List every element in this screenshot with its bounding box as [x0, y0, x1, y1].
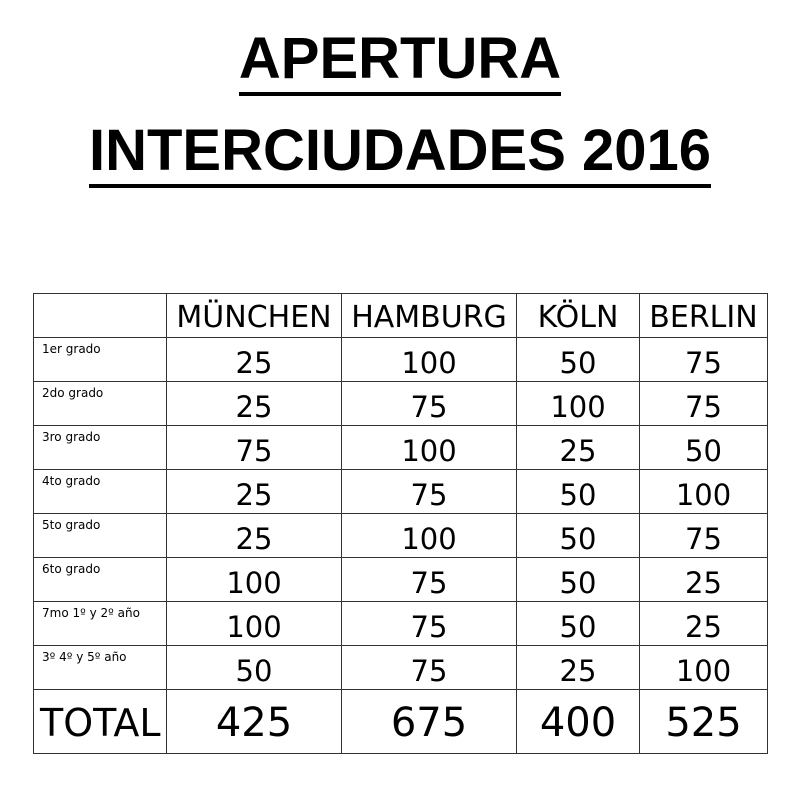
cell-munchen: 100 [167, 558, 342, 602]
row-label: 3ro grado [34, 426, 167, 470]
row-label: 4to grado [34, 470, 167, 514]
scores-table [33, 293, 768, 754]
table-row [34, 382, 768, 426]
row-label: 5to grado [34, 514, 167, 558]
cell-koln: 50 [517, 338, 640, 382]
total-munchen: 425 [167, 690, 342, 754]
cell-koln: 100 [517, 382, 640, 426]
header-koln: KÖLN [517, 294, 640, 338]
table-row [34, 514, 768, 558]
cell-berlin: 25 [640, 602, 768, 646]
row-label: 1er grado [34, 338, 167, 382]
row-label: 7mo 1º y 2º año [34, 602, 167, 646]
title-apertura: APERTURA [239, 30, 561, 96]
cell-koln: 50 [517, 470, 640, 514]
header-munchen: MÜNCHEN [167, 294, 342, 338]
row-label: 6to grado [34, 558, 167, 602]
total-koln: 400 [517, 690, 640, 754]
cell-berlin: 25 [640, 558, 768, 602]
title-line-2 [0, 118, 800, 188]
cell-munchen: 25 [167, 470, 342, 514]
table-row [34, 338, 768, 382]
cell-munchen: 25 [167, 514, 342, 558]
total-row [34, 690, 768, 754]
row-label: 3º 4º y 5º año [34, 646, 167, 690]
table-row [34, 426, 768, 470]
cell-hamburg: 100 [342, 514, 517, 558]
cell-hamburg: 100 [342, 338, 517, 382]
total-berlin: 525 [640, 690, 768, 754]
cell-munchen: 50 [167, 646, 342, 690]
cell-hamburg: 75 [342, 470, 517, 514]
row-label: 2do grado [34, 382, 167, 426]
cell-hamburg: 75 [342, 558, 517, 602]
cell-berlin: 100 [640, 470, 768, 514]
cell-berlin: 75 [640, 514, 768, 558]
cell-koln: 50 [517, 558, 640, 602]
total-label: TOTAL [34, 690, 167, 754]
cell-munchen: 75 [167, 426, 342, 470]
cell-koln: 25 [517, 646, 640, 690]
header-row [34, 294, 768, 338]
cell-hamburg: 75 [342, 602, 517, 646]
cell-berlin: 75 [640, 338, 768, 382]
header-berlin: BERLIN [640, 294, 768, 338]
cell-munchen: 25 [167, 382, 342, 426]
table-row [34, 470, 768, 514]
title-interciudades: INTERCIUDADES 2016 [89, 122, 711, 188]
cell-koln: 25 [517, 426, 640, 470]
cell-koln: 50 [517, 514, 640, 558]
cell-berlin: 50 [640, 426, 768, 470]
table-row [34, 646, 768, 690]
cell-koln: 50 [517, 602, 640, 646]
header-corner [34, 294, 167, 338]
cell-hamburg: 75 [342, 646, 517, 690]
cell-munchen: 100 [167, 602, 342, 646]
table-row [34, 602, 768, 646]
title-line-1 [0, 26, 800, 96]
header-hamburg: HAMBURG [342, 294, 517, 338]
total-hamburg: 675 [342, 690, 517, 754]
cell-berlin: 75 [640, 382, 768, 426]
table-row [34, 558, 768, 602]
cell-hamburg: 75 [342, 382, 517, 426]
cell-berlin: 100 [640, 646, 768, 690]
cell-hamburg: 100 [342, 426, 517, 470]
cell-munchen: 25 [167, 338, 342, 382]
